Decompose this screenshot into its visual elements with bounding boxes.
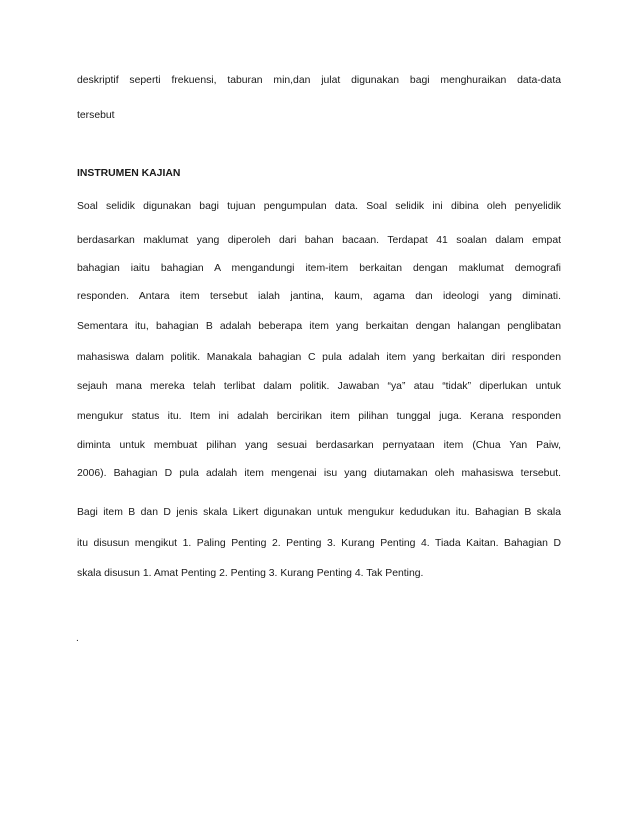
paragraph-line-1: Soal selidik digunakan bagi tujuan pengumpulan data. Soal selidik ini dibina oleh penyelidik <box>77 201 561 212</box>
paragraph-line-10: 2006). Bahagian D pula adalah item mengenai isu yang diutamakan oleh mahasiswa tersebut. <box>77 468 561 479</box>
paragraph-line-8: mengukur status itu. Item ini adalah bercirikan item pilihan tunggal juga. Kerana responden <box>77 411 561 422</box>
paragraph-line-4: responden. Antara item tersebut ialah jantina, kaum, agama dan ideologi yang diminati. <box>77 291 561 302</box>
paragraph-line-12: itu disusun mengikut 1. Paling Penting 2. Penting 3. Kurang Penting 4. Tiada Kaitan. Bahagian D <box>77 538 561 549</box>
intro-line-2: tersebut <box>77 110 115 121</box>
paragraph-line-7: sejauh mana mereka telah terlibat dalam politik. Jawaban “ya” atau “tidak” diperlukan untuk <box>77 381 561 392</box>
paragraph-line-13: skala disusun 1. Amat Penting 2. Penting 3. Kurang Penting 4. Tak Penting. <box>77 568 424 579</box>
paragraph-line-9: diminta untuk membuat pilihan yang sesuai berdasarkan pernyataan item (Chua Yan Paiw, <box>77 440 561 451</box>
section-heading: INSTRUMEN KAJIAN <box>77 168 181 179</box>
paragraph-line-2: berdasarkan maklumat yang diperoleh dari bahan bacaan. Terdapat 41 soalan dalam empat <box>77 235 561 246</box>
paragraph-line-5: Sementara itu, bahagian B adalah beberapa item yang berkaitan dengan halangan penglibatan <box>77 321 561 332</box>
paragraph-line-6: mahasiswa dalam politik. Manakala bahagian C pula adalah item yang berkaitan diri responden <box>77 352 561 363</box>
intro-line-1: deskriptif seperti frekuensi, taburan min,dan julat digunakan bagi menghuraikan data-data <box>77 75 561 86</box>
paragraph-line-3: bahagian iaitu bahagian A mengandungi item-item berkaitan dengan maklumat demografi <box>77 263 561 274</box>
trailing-mark: . <box>76 633 79 644</box>
paragraph-line-11: Bagi item B dan D jenis skala Likert digunakan untuk mengukur kedudukan itu. Bahagian B skala <box>77 507 561 518</box>
